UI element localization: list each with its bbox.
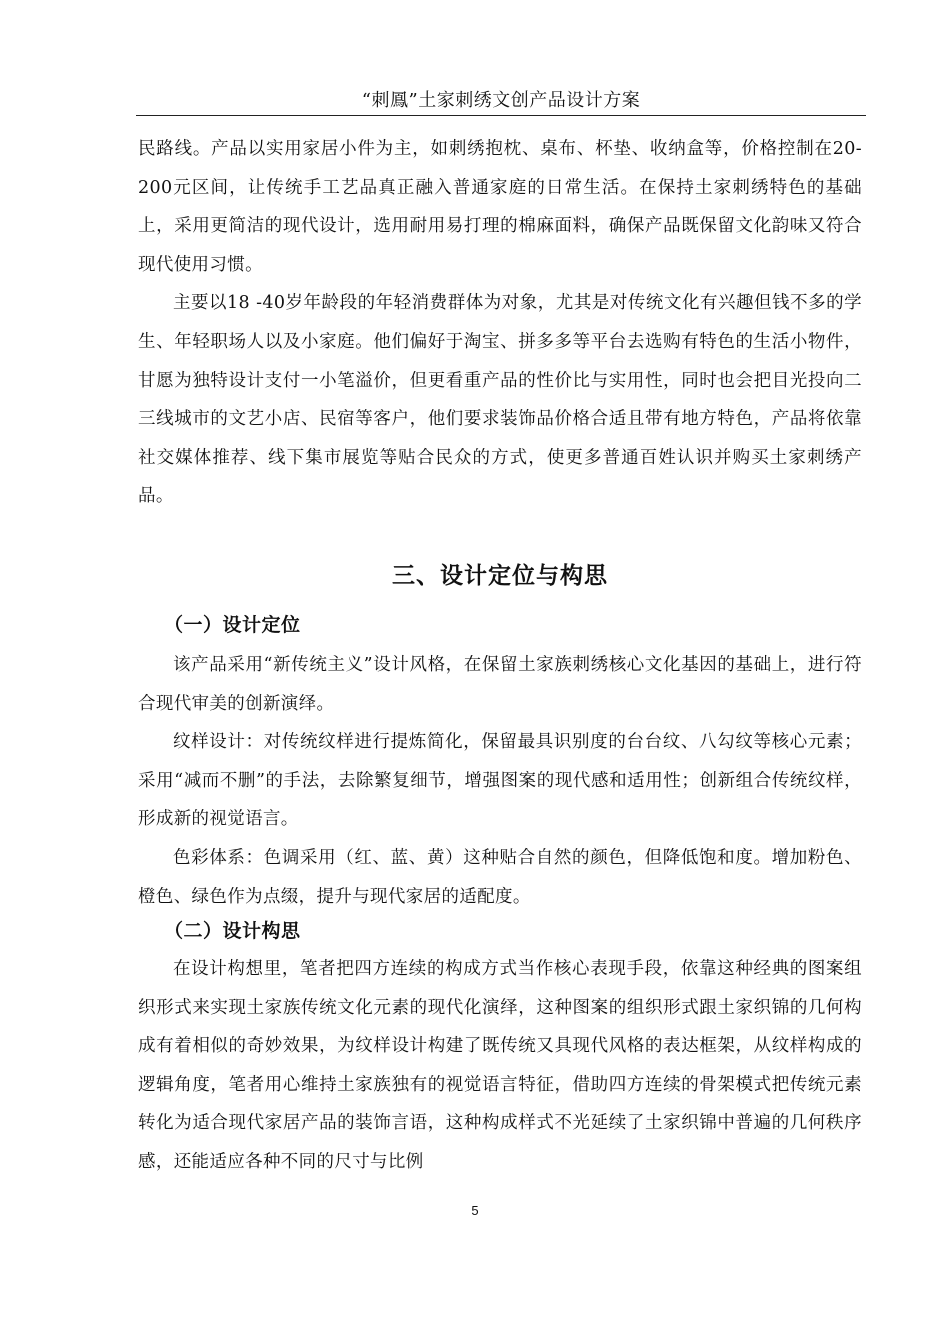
heading-spacer	[138, 592, 862, 610]
subheading-design-positioning: （一）设计定位	[164, 613, 301, 636]
paragraph-design-style: 该产品采用“新传统主义”设计风格，在保留土家族刺绣核心文化基因的基础上，进行符合现代审美的创新演绎。	[138, 654, 862, 714]
paragraph-pattern-design: 纹样设计：对传统纹样进行提炼简化，保留最具识别度的台台纹、八勾纹等核心元素；采用“减而不删”的手法，去除繁复细节，增强图案的现代感和适用性；创新组合传统纹样，形成新的视觉语言。	[138, 732, 862, 830]
header-divider	[136, 115, 866, 116]
document-body	[138, 130, 862, 1182]
running-header: “刺鳳”土家刺绣文创产品设计方案	[361, 90, 641, 111]
paragraph-product-line: 民路线。产品以实用家居小件为主，如刺绣抱枕、桌布、杯垫、收纳盒等，价格控制在20-200元区间，让传统手工艺品真正融入普通家庭的日常生活。在保持土家刺绣特色的基础上，采用更简洁的现代设计，选用耐用易打理的棉麻面料，确保产品既保留文化韵味又符合现代使用习惯。	[138, 139, 862, 275]
section-heading-design-positioning: 三、设计定位与构思	[392, 562, 608, 589]
section-spacer	[138, 516, 862, 560]
page-number: 5	[471, 1203, 479, 1218]
paragraph-target-audience: 主要以18 -40岁年龄段的年轻消费群体为对象，尤其是对传统文化有兴趣但钱不多的学生、年轻职场人以及小家庭。他们偏好于淘宝、拼多多等平台去选购有特色的生活小物件，甘愿为独特设计支付一小笔溢价，但更看重产品的性价比与实用性，同时也会把目光投向二三线城市的文艺小店、民宿等客户，他们要求装饰品价格合适且带有地方特色，产品将依靠社交媒体推荐、线下集市展览等贴合民众的方式，使更多普通百姓认识并购买土家刺绣产品。	[138, 293, 862, 507]
paragraph-design-concept: 在设计构想里，笔者把四方连续的构成方式当作核心表现手段，依靠这种经典的图案组织形式来实现土家族传统文化元素的现代化演绎，这种图案的组织形式跟土家织锦的几何构成有着相似的奇妙效果，为纹样设计构建了既传统又具现代风格的表达框架，从纹样构成的逻辑角度，笔者用心维持土家族独有的视觉语言特征，借助四方连续的骨架模式把传统元素转化为适合现代家居产品的装饰言语，这种构成样式不光延续了土家织锦中普遍的几何秩序感，还能适应各种不同的尺寸与比例	[138, 959, 862, 1173]
paragraph-color-system: 色彩体系：色调采用（红、蓝、黄）这种贴合自然的颜色，但降低饱和度。增加粉色、橙色、绿色作为点缀，提升与现代家居的适配度。	[138, 847, 862, 907]
subheading-design-concept: （二）设计构思	[164, 920, 301, 943]
